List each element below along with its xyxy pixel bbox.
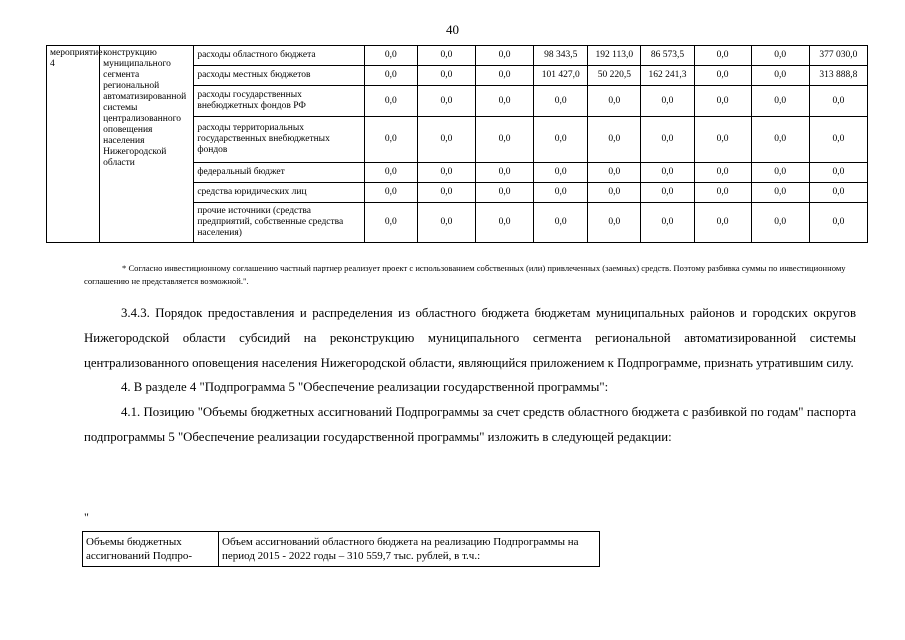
value-cell: 377 030,0 <box>809 46 867 66</box>
value-cell: 0,0 <box>694 46 751 66</box>
value-cell: 0,0 <box>751 203 809 243</box>
value-cell: 0,0 <box>694 117 751 163</box>
value-cell: 0,0 <box>476 86 534 117</box>
body-text <box>84 301 856 450</box>
value-cell: 162 241,3 <box>641 66 694 86</box>
paragraph-4-1: 4.1. Позицию "Объемы бюджетных ассигнований Подпрограммы за счет средств областного бюджета с разбивкой по годам" паспорта подпрограммы 5 "Обеспечение реализации государственной программы" изложить в следующей редакции: <box>84 405 856 444</box>
value-cell: 0,0 <box>751 117 809 163</box>
event-cell: мероприятие 4 <box>47 46 100 243</box>
funding-source-cell: прочие источники (средства предприятий, собственные средства населения) <box>194 203 364 243</box>
value-cell: 192 113,0 <box>588 46 641 66</box>
value-cell: 0,0 <box>751 46 809 66</box>
volume-text-cell: Объем ассигнований областного бюджета на реализацию Подпрограммы на период 2015 - 2022 годы – 310 559,7 тыс. рублей, в т.ч.: <box>219 532 600 567</box>
value-cell: 0,0 <box>476 203 534 243</box>
value-cell: 0,0 <box>476 46 534 66</box>
value-cell: 0,0 <box>641 163 694 183</box>
value-cell: 0,0 <box>809 183 867 203</box>
value-cell: 0,0 <box>534 117 588 163</box>
value-cell: 0,0 <box>751 183 809 203</box>
object-cell: конструкцию муниципального сегмента региональной автоматизированной системы централизованного оповещения населения Нижегородской области <box>100 46 194 243</box>
value-cell: 0,0 <box>534 203 588 243</box>
value-cell: 0,0 <box>641 203 694 243</box>
value-cell: 0,0 <box>364 183 417 203</box>
value-cell: 0,0 <box>641 183 694 203</box>
value-cell: 0,0 <box>809 86 867 117</box>
paragraph-3-4-3: 3.4.3. Порядок предоставления и распределения из областного бюджета бюджетам муниципальных районов и городских округов Нижегородской области субсидий на реконструкцию муниципального сегмента региональной автоматизированной системы централизованного оповещения населения Нижегородской области, являющийся приложением к Подпрограмме, признать утратившим силу. <box>84 306 856 370</box>
value-cell: 0,0 <box>417 46 475 66</box>
value-cell: 0,0 <box>476 163 534 183</box>
value-cell: 0,0 <box>588 163 641 183</box>
value-cell: 0,0 <box>476 117 534 163</box>
value-cell: 0,0 <box>417 183 475 203</box>
value-cell: 86 573,5 <box>641 46 694 66</box>
value-cell: 0,0 <box>364 86 417 117</box>
value-cell: 0,0 <box>364 46 417 66</box>
budget-row <box>47 46 868 66</box>
value-cell: 0,0 <box>694 66 751 86</box>
value-cell: 0,0 <box>751 163 809 183</box>
paragraph-4: 4. В разделе 4 "Подпрограмма 5 "Обеспечение реализации государственной программы": <box>121 380 609 395</box>
funding-source-cell: расходы областного бюджета <box>194 46 364 66</box>
value-cell: 0,0 <box>588 117 641 163</box>
funding-source-cell: федеральный бюджет <box>194 163 364 183</box>
value-cell: 0,0 <box>694 86 751 117</box>
value-cell: 0,0 <box>417 117 475 163</box>
value-cell: 0,0 <box>588 86 641 117</box>
value-cell: 0,0 <box>694 163 751 183</box>
funding-source-cell: расходы государственных внебюджетных фондов РФ <box>194 86 364 117</box>
volume-table <box>82 531 600 567</box>
funding-source-cell: расходы территориальных государственных внебюджетных фондов <box>194 117 364 163</box>
value-cell: 313 888,8 <box>809 66 867 86</box>
value-cell: 0,0 <box>641 117 694 163</box>
value-cell: 98 343,5 <box>534 46 588 66</box>
volume-row <box>83 532 600 567</box>
value-cell: 0,0 <box>476 66 534 86</box>
value-cell: 0,0 <box>588 203 641 243</box>
value-cell: 0,0 <box>534 183 588 203</box>
funding-source-cell: расходы местных бюджетов <box>194 66 364 86</box>
value-cell: 0,0 <box>476 183 534 203</box>
value-cell: 0,0 <box>641 86 694 117</box>
value-cell: 101 427,0 <box>534 66 588 86</box>
value-cell: 0,0 <box>417 203 475 243</box>
value-cell: 0,0 <box>534 163 588 183</box>
value-cell: 0,0 <box>751 86 809 117</box>
value-cell: 0,0 <box>364 66 417 86</box>
value-cell: 0,0 <box>588 183 641 203</box>
value-cell: 0,0 <box>534 86 588 117</box>
opening-quote: " <box>84 510 89 524</box>
value-cell: 0,0 <box>694 183 751 203</box>
value-cell: 0,0 <box>694 203 751 243</box>
funding-source-cell: средства юридических лиц <box>194 183 364 203</box>
value-cell: 0,0 <box>809 117 867 163</box>
footnote: * Согласно инвестиционному соглашению частный партнер реализует проект с использованием собственных (или) привлеченных (заемных) средств. Поэтому разбивка суммы по инвестиционному соглашению не представляется возможной.". <box>84 263 846 286</box>
value-cell: 0,0 <box>417 86 475 117</box>
value-cell: 0,0 <box>364 117 417 163</box>
value-cell: 0,0 <box>364 163 417 183</box>
value-cell: 0,0 <box>809 203 867 243</box>
value-cell: 0,0 <box>417 66 475 86</box>
value-cell: 50 220,5 <box>588 66 641 86</box>
value-cell: 0,0 <box>809 163 867 183</box>
page-number: 40 <box>446 22 459 37</box>
value-cell: 0,0 <box>751 66 809 86</box>
value-cell: 0,0 <box>417 163 475 183</box>
value-cell: 0,0 <box>364 203 417 243</box>
budget-table <box>46 45 868 243</box>
volume-label-cell: Объемы бюджетных ассигнований Подпро- <box>83 532 219 567</box>
